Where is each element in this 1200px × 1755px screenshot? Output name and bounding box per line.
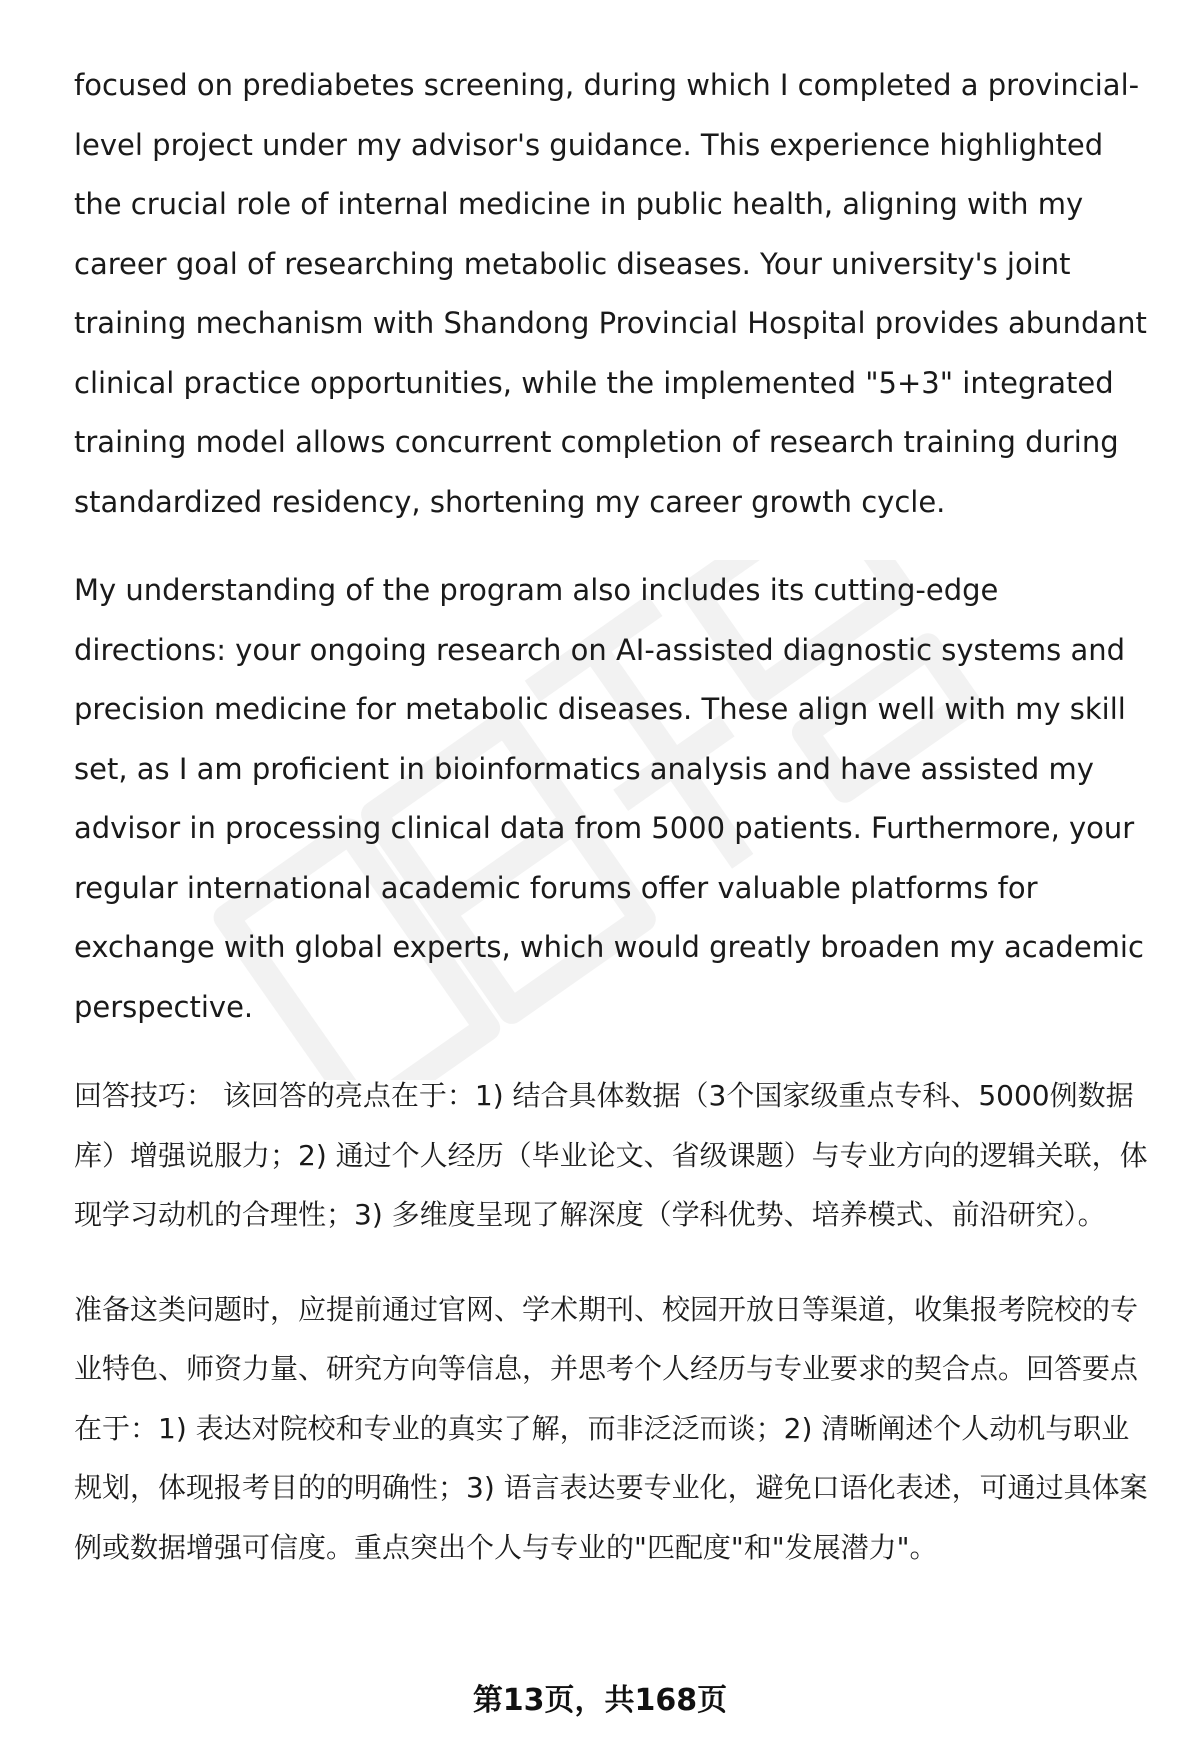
document-body [74,56,1154,1577]
page-number-footer: 第13页，共168页 [472,1683,728,1718]
paragraph-preparation-advice: 准备这类问题时，应提前通过官网、学术期刊、校园开放日等渠道，收集报考院校的专业特色、师资力量、研究方向等信息，并思考个人经历与专业要求的契合点。回答要点在于：1) 表达对院校和专业的真实了解，而非泛泛而谈；2) 清晰阐述个人动机与职业规划，体现报考目的的明确性；3) 语言表达要专业化，避免口语化表述，可通过具体案例或数据增强可信度。重点突出个人与专业的"匹配度"和"发展潜力"。 [74,1292,1148,1564]
paragraph-answer-tips: 回答技巧： 该回答的亮点在于：1) 结合具体数据（3个国家级重点专科、5000例数据库）增强说服力；2) 通过个人经历（毕业论文、省级课题）与专业方向的逻辑关联，体现学习动机的合理性；3) 多维度呈现了解深度（学科优势、培养模式、前沿研究）。 [74,1079,1148,1231]
paragraph-program-understanding: My understanding of the program also includes its cutting-edge directions: your ongoing research on AI-assisted diagnostic systems and precision medicine for metabolic diseases. These align well with my skill set, as I am proficient in bioinformatics analysis and have assisted my advisor in processing clinical data from 5000 patients. Furthermore, your regular international academic forums offer valuable platforms for exchange with global experts, which would greatly broaden my academic perspective. [74,573,1144,1024]
paragraph-prediabetes-project: focused on prediabetes screening, during which I completed a provincial-level project under my advisor's guidance. This experience highlighted the crucial role of internal medicine in public health, aligning with my career goal of researching metabolic diseases. Your university's joint training mechanism with Shandong Provincial Hospital provides abundant clinical practice opportunities, while the implemented "5+3" integrated training model allows concurrent completion of research training during standardized residency, shortening my career growth cycle. [74,68,1147,519]
